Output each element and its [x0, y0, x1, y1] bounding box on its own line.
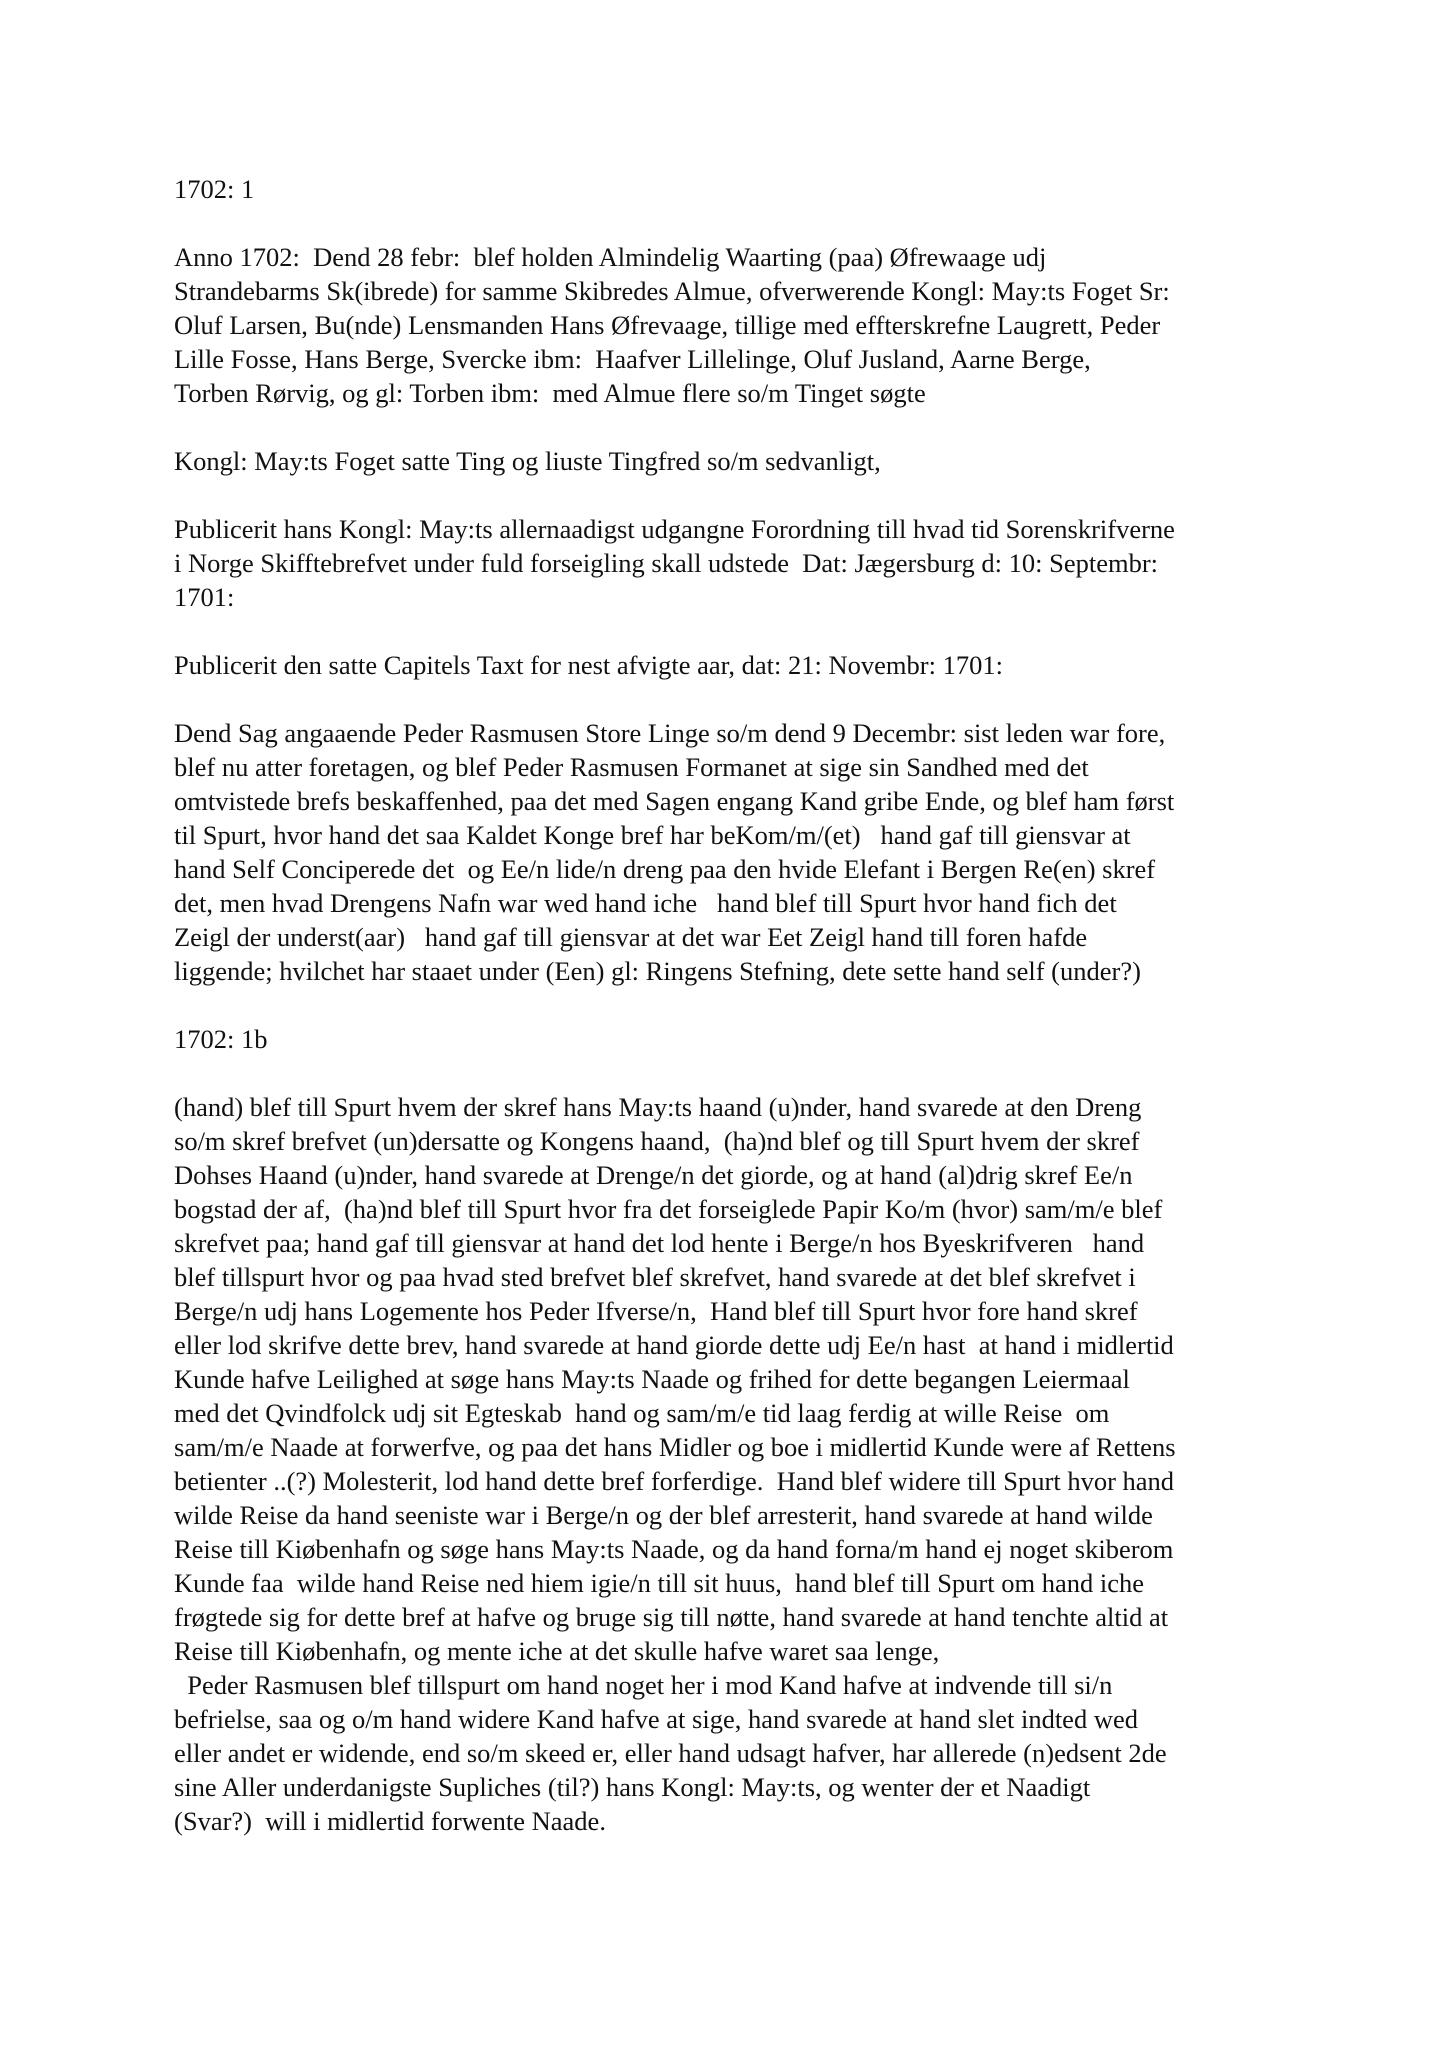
text-line: Dohses Haand (u)nder, hand svarede at Drenge/n det giorde, og at hand (al)drig skref Ee/n	[174, 1160, 1133, 1190]
text-line: hand Self Conciperede det og Ee/n lide/n dreng paa den hvide Elefant i Bergen Re(en) skref	[174, 854, 1156, 884]
heading-line: 1702: 1b	[174, 1024, 268, 1054]
text-line: i Norge Skifftebrefvet under fuld forseigling skall udstede Dat: Jægersburg d: 10: Septembr:	[174, 548, 1159, 578]
text-line: Zeigl der underst(aar) hand gaf till giensvar at det war Eet Zeigl hand till foren hafde	[174, 922, 1088, 952]
text-line: blef nu atter foretagen, og blef Peder Rasmusen Formanet at sige sin Sandhed med det	[174, 752, 1089, 782]
text-line: Reise till Kiøbenhafn og søge hans May:ts Naade, og da hand forna/m hand ej noget skiberom	[174, 1534, 1174, 1564]
text-line: (hand) blef till Spurt hvem der skref hans May:ts haand (u)nder, hand svarede at den Dreng	[174, 1092, 1142, 1122]
text-line: Anno 1702: Dend 28 febr: blef holden Almindelig Waarting (paa) Øfrewaage udj	[174, 242, 1047, 272]
paragraph-opening	[174, 240, 1284, 410]
text-line: eller lod skrifve dette brev, hand svarede at hand giorde dette udj Ee/n hast at hand i midlertid	[174, 1330, 1174, 1360]
text-line: frøgtede sig for dette bref at hafve og bruge sig till nøtte, hand svarede at hand tenchte altid at	[174, 1602, 1169, 1632]
text-line: Kongl: May:ts Foget satte Ting og liuste Tingfred so/m sedvanligt,	[174, 446, 881, 476]
text-line: Publicerit den satte Capitels Taxt for nest afvigte aar, dat: 21: Novembr: 1701:	[174, 650, 1003, 680]
text-line: Lille Fosse, Hans Berge, Svercke ibm: Haafver Lillelinge, Oluf Jusland, Aarne Berge,	[174, 344, 1091, 374]
heading-line: 1702: 1	[174, 174, 255, 204]
text-line: befrielse, saa og o/m hand widere Kand hafve at sige, hand svarede at hand slet indted wed	[174, 1704, 1138, 1734]
text-line: betienter ..(?) Molesterit, lod hand dette bref forferdige. Hand blef widere till Spurt hvor hand	[174, 1466, 1175, 1496]
paragraph-forordning	[174, 512, 1284, 614]
text-line: so/m skref brefvet (un)dersatte og Kongens haand, (ha)nd blef og till Spurt hvem der skref	[174, 1126, 1140, 1156]
text-line: sine Aller underdanigste Supliches (til?) hans Kongl: May:ts, og wenter der et Naadigt	[174, 1772, 1091, 1802]
paragraph-continued	[174, 1090, 1284, 1838]
text-line: liggende; hvilchet har staaet under (Een) gl: Ringens Stefning, dete sette hand self (under?)	[174, 956, 1141, 986]
text-line: Reise till Kiøbenhafn, og mente iche at det skulle hafve waret saa lenge,	[174, 1636, 940, 1666]
text-line: Peder Rasmusen blef tillspurt om hand noget her i mod Kand hafve at indvende till si/n	[174, 1670, 1113, 1700]
page-heading-1702-1	[174, 172, 1284, 206]
paragraph-ting	[174, 444, 1284, 478]
text-line: med det Qvindfolck udj sit Egteskab hand og sam/m/e tid laag ferdig at wille Reise om	[174, 1398, 1110, 1428]
text-line: Publicerit hans Kongl: May:ts allernaadigst udgangne Forordning till hvad tid Sorenskrifverne	[174, 514, 1175, 544]
text-line: 1701:	[174, 582, 235, 612]
text-line: skrefvet paa; hand gaf till giensvar at hand det lod hente i Berge/n hos Byeskrifveren hand	[174, 1228, 1145, 1258]
text-line: Kunde faa wilde hand Reise ned hiem igie/n till sit huus, hand blef till Spurt om hand iche	[174, 1568, 1145, 1598]
paragraph-taxt	[174, 648, 1284, 682]
text-line: Torben Rørvig, og gl: Torben ibm: med Almue flere so/m Tinget søgte	[174, 378, 926, 408]
text-line: det, men hvad Drengens Nafn war wed hand iche hand blef till Spurt hvor hand fich det	[174, 888, 1117, 918]
text-line: Oluf Larsen, Bu(nde) Lensmanden Hans Øfrevaage, tillige med effterskrefne Laugrett, Peder	[174, 310, 1161, 340]
text-line: sam/m/e Naade at forwerfve, og paa det hans Midler og boe i midlertid Kunde were af Rettens	[174, 1432, 1176, 1462]
text-line: wilde Reise da hand seeniste war i Berge/n og der blef arresterit, hand svarede at hand wilde	[174, 1500, 1153, 1530]
text-line: til Spurt, hvor hand det saa Kaldet Konge bref har beKom/m/(et) hand gaf till giensvar at	[174, 820, 1131, 850]
text-line: Strandebarms Sk(ibrede) for samme Skibredes Almue, ofverwerende Kongl: May:ts Foget Sr:	[174, 276, 1170, 306]
text-line: eller andet er widende, end so/m skeed er, eller hand udsagt hafver, har allerede (n)edsent 2de	[174, 1738, 1167, 1768]
paragraph-sag	[174, 716, 1284, 988]
text-line: omtvistede brefs beskaffenhed, paa det med Sagen engang Kand gribe Ende, og blef ham først	[174, 786, 1175, 816]
text-line: bogstad der af, (ha)nd blef till Spurt hvor fra det forseiglede Papir Ko/m (hvor) sam/m/e blef	[174, 1194, 1163, 1224]
text-line: Berge/n udj hans Logemente hos Peder Ifverse/n, Hand blef till Spurt hvor fore hand skref	[174, 1296, 1138, 1326]
text-line: blef tillspurt hvor og paa hvad sted brefvet blef skrefvet, hand svarede at det blef skrefvet i	[174, 1262, 1136, 1292]
text-line: Kunde hafve Leilighed at søge hans May:ts Naade og frihed for dette begangen Leiermaal	[174, 1364, 1130, 1394]
text-line: Dend Sag angaaende Peder Rasmusen Store Linge so/m dend 9 Decembr: sist leden war fore,	[174, 718, 1166, 748]
page-heading-1702-1b	[174, 1022, 1284, 1056]
text-line: (Svar?) will i midlertid forwente Naade.	[174, 1806, 606, 1836]
